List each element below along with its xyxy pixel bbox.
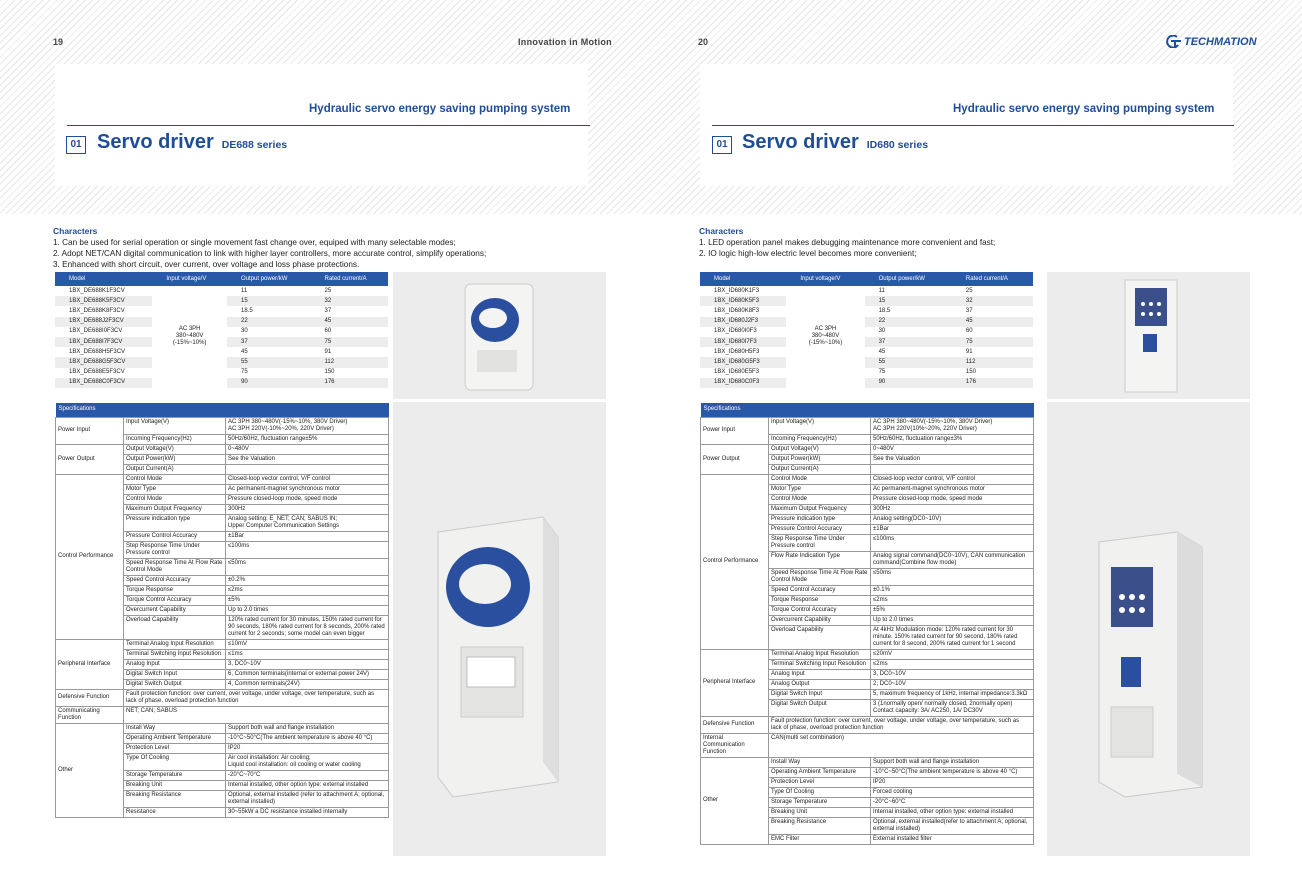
spec-value: 50Hz/60Hz, fluctuation range±5%	[226, 434, 389, 444]
spec-row	[56, 723, 389, 733]
rated-current: 150	[324, 369, 335, 376]
spec-key: Overcurrent Capability	[124, 605, 226, 615]
spec-value: AC 3PH 380~480V(-15%~10%, 380V Driver) AC 3PH 220V(-10%~20%, 220V Driver)	[226, 417, 389, 434]
spec-key: Breaking Resistance	[769, 817, 871, 834]
spec-value: External installed filter	[871, 834, 1034, 844]
spec-value: ±1Bar	[871, 524, 1034, 534]
spec-row	[56, 474, 389, 484]
right-section-number: 01	[712, 136, 732, 154]
spec-key: Install Way	[124, 723, 226, 733]
left-large-product-image	[393, 402, 606, 856]
spec-key: Storage Temperature	[124, 770, 226, 780]
right-character-item: 1. LED operation panel makes debugging maintenance more convenient and fast;	[699, 238, 996, 247]
spec-value: ±5%	[226, 595, 389, 605]
output-power: 90	[227, 378, 310, 388]
rated-current: 112	[952, 357, 1033, 367]
spec-key: Type Of Cooling	[769, 787, 871, 797]
model-column-header: Rated current/A	[952, 272, 1033, 286]
model-row	[700, 368, 1033, 378]
model-code: 1BX_DE688H5F3CV	[69, 348, 126, 355]
output-power: 11	[241, 287, 248, 294]
rated-current: 176	[311, 378, 389, 388]
spec-key: Torque Response	[769, 595, 871, 605]
right-small-product-image	[1047, 272, 1250, 399]
spec-value: 4, Common terminals(24V)	[226, 679, 389, 689]
id680-drive-small-illustration	[1047, 272, 1250, 399]
left-character-item: 2. Adopt NET/CAN digital communication to link with higher layer controllers, more accurate control, simplify operations;	[53, 249, 487, 258]
right-page-number: 20	[698, 37, 709, 47]
spec-key: Terminal Analog Input Resolution	[124, 639, 226, 649]
rated-current: 60	[324, 328, 332, 335]
spec-value: Support both wall and flange installation	[226, 723, 389, 733]
input-voltage-line: 380~480V	[175, 333, 204, 340]
spec-value: At 4kHz Modulation mode: 120% rated current for 30 minute. 150% rated current for 90 second, 180% rated current for 8 second, 200% rated current for 1 second	[871, 625, 1034, 649]
spec-header-row	[56, 403, 389, 417]
model-header-row	[700, 272, 1033, 286]
spec-heading: Specifications	[56, 403, 389, 417]
rated-current: 32	[311, 296, 389, 306]
spec-key: Output Power(kW)	[769, 454, 871, 464]
spec-value: ≤20mV	[871, 649, 1034, 659]
model-row	[700, 317, 1033, 327]
spec-group-name: Power Output	[701, 444, 769, 474]
right-title-rule	[712, 125, 1234, 126]
left-character-item: 1. Can be used for serial operation or single movement fast change over, equiped with many selectable modes;	[53, 238, 456, 247]
spec-key: Maximum Output Frequency	[124, 504, 226, 514]
spec-value: 2, DC0~10V	[871, 679, 1034, 689]
spec-value: IP20	[871, 777, 1034, 787]
spec-value: -20°C~60°C	[871, 797, 1034, 807]
rated-current: 37	[965, 307, 973, 314]
output-power: 55	[227, 357, 310, 367]
spec-key: Storage Temperature	[769, 797, 871, 807]
right-character-item: 2. IO logic high-low electric level becomes more convenient;	[699, 249, 917, 258]
model-header-row	[55, 272, 388, 286]
right-spec-table	[700, 403, 1034, 845]
spec-value: Forced cooling	[871, 787, 1034, 797]
model-code: 1BX_DE688C0F3CV	[55, 378, 152, 388]
rated-current: 176	[952, 378, 1033, 388]
spec-key: Terminal Analog Input Resolution	[769, 649, 871, 659]
techmation-logo	[1166, 35, 1257, 48]
rated-current: 32	[952, 296, 1033, 306]
spec-value	[871, 464, 1034, 474]
spec-value: ≤100ms	[226, 541, 389, 558]
spec-key: Control Mode	[124, 474, 226, 484]
spec-key: Step Response Time Under Pressure control	[124, 541, 226, 558]
rated-current: 25	[324, 287, 332, 294]
model-column-header: Input voltage/V	[152, 272, 227, 286]
spec-key: Speed Response Time At Flow Rate Control Mode	[769, 568, 871, 585]
spec-value: Pressure closed-loop mode, speed mode	[871, 494, 1034, 504]
spec-value: 30~55kW a DC resistance installed internally	[226, 807, 389, 817]
output-power: 18.5	[878, 307, 891, 314]
spec-group-name: Control Performance	[56, 474, 124, 639]
spec-key: Analog Output	[769, 679, 871, 689]
spec-value: Closed-loop vector control, V/F control	[226, 474, 389, 484]
left-character-item: 3. Enhanced with short circuit, over current, over voltage and loss phase protections.	[53, 260, 360, 269]
spec-value: ≤2ms	[871, 595, 1034, 605]
right-large-product-image	[1047, 402, 1250, 856]
output-power: 15	[227, 296, 310, 306]
model-row	[700, 286, 1033, 296]
left-section-heading	[97, 131, 287, 154]
model-code: 1BX_ID680H5F3	[714, 348, 760, 355]
model-code: 1BX_ID680K5F3	[700, 296, 786, 306]
spec-value: 3, DC0~10V	[871, 669, 1034, 679]
rated-current: 112	[311, 357, 389, 367]
spec-value: Fault protection function: over current, over voltage, under voltage, over temperature, such as lack of phase, overload protection function	[769, 716, 1034, 733]
spec-key: Motor Type	[769, 484, 871, 494]
right-characters	[699, 226, 995, 259]
spec-value: CAN(multi set combination)	[769, 733, 1034, 757]
spec-key: Control Mode	[769, 474, 871, 484]
spec-key: Output Power(kW)	[124, 454, 226, 464]
model-code: 1BX_ID680J2F3	[700, 317, 786, 327]
spec-value: 50Hz/60Hz, fluctuation range±3%	[871, 434, 1034, 444]
left-small-product-image	[393, 272, 606, 399]
spec-group-name: Peripheral Interface	[56, 639, 124, 689]
spec-key: Terminal Switching Input Resolution	[124, 649, 226, 659]
spec-row	[56, 639, 389, 649]
model-row	[700, 327, 1033, 337]
spec-value: ≤2ms	[871, 659, 1034, 669]
model-row	[700, 357, 1033, 367]
spec-value: See the Valuation	[226, 454, 389, 464]
spec-value: 3 (1normally open/ normally closed, 2normally open) Contact capacity: 3A/ AC250, 1A/ DC30V	[871, 699, 1034, 716]
input-voltage-cell	[786, 286, 864, 388]
spec-heading: Specifications	[701, 403, 1034, 417]
output-power: 55	[865, 357, 952, 367]
spec-value: -10°C~50°C(The ambient temperature is above 40 °C)	[226, 733, 389, 743]
spec-row	[701, 733, 1034, 757]
spec-value: 300Hz	[226, 504, 389, 514]
spec-value: -10°C~50°C(The ambient temperature is above 40 °C)	[871, 767, 1034, 777]
output-power: 15	[865, 296, 952, 306]
spec-group-name: Defensive Function	[56, 689, 124, 706]
spec-key: Overload Capability	[124, 615, 226, 639]
model-code: 1BX_ID680E5F3	[714, 369, 760, 376]
right-series-name: ID680 series	[866, 139, 929, 151]
spec-value: 5, maximum frequency of 1kHz, internal impedance:3.3kΩ	[871, 689, 1034, 699]
de688-drive-large-illustration	[393, 402, 606, 856]
spec-value: 0~480V	[871, 444, 1034, 454]
output-power: 22	[227, 317, 310, 327]
spec-key: EMC Filter	[769, 834, 871, 844]
model-column-header: Input voltage/V	[786, 272, 864, 286]
right-characters-heading: Characters	[699, 226, 744, 236]
model-code: 1BX_ID680I0F3	[714, 328, 757, 335]
left-page-number: 19	[53, 37, 64, 47]
left-system-title: Hydraulic servo energy saving pumping system	[309, 103, 571, 115]
techmation-logo-icon	[1166, 35, 1182, 48]
rated-current: 75	[952, 337, 1033, 347]
left-section-number: 01	[66, 136, 86, 154]
model-row	[700, 306, 1033, 316]
spec-key: Input Voltage(V)	[124, 417, 226, 434]
spec-value: ≤100ms	[871, 534, 1034, 551]
spec-row	[701, 474, 1034, 484]
spec-key: Speed Control Accuracy	[769, 585, 871, 595]
spec-group-name: Power Input	[701, 417, 769, 444]
spec-key: Pressure Control Accuracy	[769, 524, 871, 534]
input-voltage-cell	[152, 286, 227, 388]
rated-current: 37	[324, 307, 332, 314]
spec-key: Speed Response Time At Flow Rate Control Mode	[124, 558, 226, 575]
spec-key: Torque Response	[124, 585, 226, 595]
spec-value: Up to 2.0 times	[871, 615, 1034, 625]
brand-name: TECHMATION	[1184, 35, 1257, 48]
spec-value: ±0.1%	[871, 585, 1034, 595]
spec-key: Output Current(A)	[124, 464, 226, 474]
spec-value: Pressure closed-loop mode, speed mode	[226, 494, 389, 504]
spec-key: Motor Type	[124, 484, 226, 494]
model-code: 1BX_ID680K8F3	[714, 307, 760, 314]
spec-value: Ac permanent-magnet synchronous motor	[871, 484, 1034, 494]
spec-key: Torque Control Accuracy	[124, 595, 226, 605]
spec-key: Breaking Unit	[124, 780, 226, 790]
spec-key: Digital Switch Output	[124, 679, 226, 689]
spec-value: AC 3PH 380~480V(-15%~10%, 380V Driver) AC 3PH 220V(10%~20%, 220V Driver)	[871, 417, 1034, 434]
spec-key: Pressure Control Accuracy	[124, 531, 226, 541]
spec-value: NET; CAN; SABUS	[124, 706, 389, 723]
spec-value	[226, 464, 389, 474]
left-section-title: Servo driver	[97, 131, 214, 153]
spec-group-name: Peripheral Interface	[701, 649, 769, 716]
right-model-table	[700, 272, 1033, 388]
spec-value: Internal installed, other option type: external installed	[871, 807, 1034, 817]
spec-value: ≤2ms	[226, 585, 389, 595]
model-code: 1BX_ID680K1F3	[714, 287, 760, 294]
spec-group-name: Other	[701, 757, 769, 844]
output-power: 37	[865, 337, 952, 347]
spec-value: ±5%	[871, 605, 1034, 615]
model-row	[700, 337, 1033, 347]
spec-key: Maximum Output Frequency	[769, 504, 871, 514]
input-voltage-line: AC 3PH	[814, 326, 837, 333]
spec-value: Internal installed, other option type: external installed	[226, 780, 389, 790]
spec-row	[56, 706, 389, 723]
spec-value: ≤50ms	[871, 568, 1034, 585]
model-column-header: Output power/kW	[865, 272, 952, 286]
spec-key: Overload Capability	[769, 625, 871, 649]
spec-value: Ac permanent-magnet synchronous motor	[226, 484, 389, 494]
spec-value: ≤50ms	[226, 558, 389, 575]
right-system-title: Hydraulic servo energy saving pumping system	[953, 103, 1215, 115]
de688-drive-small-illustration	[393, 272, 606, 399]
spec-key: Terminal Switching Input Resolution	[769, 659, 871, 669]
output-power: 18.5	[241, 307, 253, 314]
spec-key: Speed Control Accuracy	[124, 575, 226, 585]
spec-value: Air cool installation: Air cooling; Liquid cool installation: oil cooling or water cooling	[226, 753, 389, 770]
model-code: 1BX_DE688K5F3CV	[55, 296, 152, 306]
spec-row	[701, 649, 1034, 659]
left-characters-heading: Characters	[53, 226, 98, 236]
spec-row	[701, 444, 1034, 454]
output-power: 90	[865, 378, 952, 388]
model-code: 1BX_DE688I7F3CV	[55, 337, 152, 347]
spec-value: 0~480V	[226, 444, 389, 454]
rated-current: 150	[965, 369, 976, 376]
spec-key: Breaking Unit	[769, 807, 871, 817]
rated-current: 25	[965, 287, 973, 294]
spec-key: Analog Input	[124, 659, 226, 669]
spec-value: Support both wall and flange installation	[871, 757, 1034, 767]
output-power: 11	[878, 287, 885, 294]
model-code: 1BX_ID680C0F3	[700, 378, 786, 388]
output-power: 45	[878, 348, 886, 355]
spec-value: Analog signal command(DC0~10V), CAN communication command(Combine flow mode)	[871, 551, 1034, 568]
output-power: 37	[227, 337, 310, 347]
right-section-title: Servo driver	[742, 131, 859, 153]
model-row	[700, 378, 1033, 388]
spec-key: Incoming Frequency(Hz)	[769, 434, 871, 444]
model-code: 1BX_DE688E5F3CV	[69, 369, 125, 376]
output-power: 45	[241, 348, 248, 355]
model-row	[55, 286, 388, 296]
left-spec-table	[55, 403, 389, 818]
id680-drive-large-illustration	[1047, 402, 1250, 856]
input-voltage-line: AC 3PH	[178, 326, 201, 333]
spec-key: Protection Level	[124, 743, 226, 753]
output-power: 75	[878, 369, 886, 376]
left-series-name: DE688 series	[221, 139, 288, 151]
spec-key: Output Voltage(V)	[769, 444, 871, 454]
output-power: 75	[241, 369, 248, 376]
spec-key: Incoming Frequency(Hz)	[124, 434, 226, 444]
top-caption: Innovation in Motion	[518, 37, 612, 47]
spec-value: Analog setting: E_NET; CAN; SABUS IN; Upper Computer Communication Settings	[226, 514, 389, 531]
model-row	[700, 296, 1033, 306]
spec-key: Operating Ambient Temperature	[124, 733, 226, 743]
rated-current: 91	[965, 348, 973, 355]
spec-group-name: Other	[56, 723, 124, 817]
model-row	[700, 347, 1033, 357]
spec-group-name: Communicating Function	[56, 706, 124, 723]
spec-value: 3, DC0~10V	[226, 659, 389, 669]
output-power: 30	[878, 328, 886, 335]
spec-row	[56, 444, 389, 454]
spec-value: 300Hz	[871, 504, 1034, 514]
rated-current: 75	[311, 337, 389, 347]
output-power: 30	[241, 328, 248, 335]
model-column-header: Model	[700, 272, 786, 286]
spec-key: Flow Rate Indication Type	[769, 551, 871, 568]
spec-row	[56, 689, 389, 706]
spec-key: Input Voltage(V)	[769, 417, 871, 434]
spec-group-name: Control Performance	[701, 474, 769, 649]
spec-key: Digital Switch Output	[769, 699, 871, 716]
rated-current: 45	[952, 317, 1033, 327]
spec-key: Torque Control Accuracy	[769, 605, 871, 615]
spec-key: Output Voltage(V)	[124, 444, 226, 454]
input-voltage-line: (-15%~10%)	[808, 340, 843, 347]
model-code: 1BX_ID680G5F3	[700, 357, 786, 367]
spec-key: Overcurrent Capability	[769, 615, 871, 625]
spec-value: 120% rated current for 30 minutes, 150% rated current for 90 seconds, 180% rated current for 8 seconds, 200% rated current for 2 seconds; some model can even bigger	[226, 615, 389, 639]
spec-value: IP20	[226, 743, 389, 753]
right-section-heading	[742, 131, 928, 154]
spec-value: -20°C~70°C	[226, 770, 389, 780]
model-code: 1BX_DE688I0F3CV	[69, 328, 123, 335]
spec-value: Optional, external installed(refer to attachment A; optional, external installed)	[871, 817, 1034, 834]
spec-key: Control Mode	[769, 494, 871, 504]
spec-value: Up to 2.0 times	[226, 605, 389, 615]
spec-value: ≤10mV	[226, 639, 389, 649]
rated-current: 45	[311, 317, 389, 327]
model-code: 1BX_ID680I7F3	[700, 337, 786, 347]
spec-row	[56, 417, 389, 434]
spec-group-name: Internal Communication Function	[701, 733, 769, 757]
model-code: 1BX_DE688K8F3CV	[69, 307, 125, 314]
spec-row	[701, 417, 1034, 434]
spec-row	[701, 716, 1034, 733]
model-code: 1BX_DE688J2F3CV	[55, 317, 152, 327]
spec-value: 6, Common terminals(internal or external power 24V)	[226, 669, 389, 679]
spec-key: Pressure indication type	[124, 514, 226, 531]
rated-current: 91	[324, 348, 332, 355]
spec-key: Install Way	[769, 757, 871, 767]
model-code: 1BX_DE688K1F3CV	[69, 287, 125, 294]
spec-value: Optional, external installed (refer to attachment A; optional, external installed)	[226, 790, 389, 807]
model-column-header: Output power/kW	[227, 272, 310, 286]
left-model-table	[55, 272, 388, 388]
spec-key: Step Response Time Under Pressure control	[769, 534, 871, 551]
output-power: 22	[865, 317, 952, 327]
spec-value: ±0.2%	[226, 575, 389, 585]
spec-value: Fault protection function: over current, over voltage, under voltage, over temperature, such as lack of phase, overload protection function	[124, 689, 389, 706]
left-title-rule	[67, 125, 590, 126]
spec-key: Pressure indication type	[769, 514, 871, 524]
left-characters	[53, 226, 486, 270]
input-voltage-line: (-15%~10%)	[172, 340, 207, 347]
model-code: 1BX_DE688G5F3CV	[55, 357, 152, 367]
model-column-header: Model	[55, 272, 152, 286]
input-voltage-line: 380~480V	[811, 333, 840, 340]
spec-group-name: Power Output	[56, 444, 124, 474]
spec-key: Resistance	[124, 807, 226, 817]
spec-key: Type Of Cooling	[124, 753, 226, 770]
spec-value: ≤1ms	[226, 649, 389, 659]
spec-group-name: Power Input	[56, 417, 124, 444]
rated-current: 60	[965, 328, 973, 335]
spec-key: Digital Switch Input	[769, 689, 871, 699]
spec-value: See the Valuation	[871, 454, 1034, 464]
spec-key: Operating Ambient Temperature	[769, 767, 871, 777]
spec-value: ±1Bar	[226, 531, 389, 541]
spec-key: Digital Switch Input	[124, 669, 226, 679]
spec-key: Control Mode	[124, 494, 226, 504]
spec-key: Breaking Resistance	[124, 790, 226, 807]
spec-row	[701, 757, 1034, 767]
spec-header-row	[701, 403, 1034, 417]
model-column-header: Rated current/A	[311, 272, 389, 286]
spec-key: Protection Level	[769, 777, 871, 787]
spec-value: Closed-loop vector control, V/F control	[871, 474, 1034, 484]
spec-group-name: Defensive Function	[701, 716, 769, 733]
spec-key: Output Current(A)	[769, 464, 871, 474]
spec-key: Analog Input	[769, 669, 871, 679]
spec-value: Analog setting(DC0~10V)	[871, 514, 1034, 524]
